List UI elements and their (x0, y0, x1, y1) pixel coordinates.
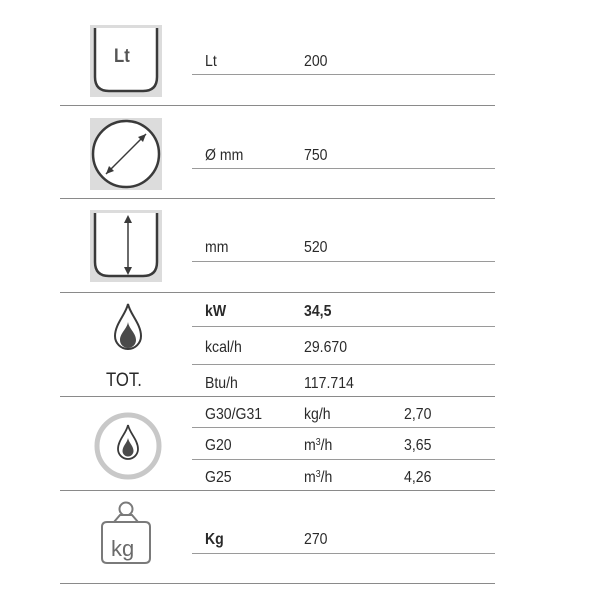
gas-underline (192, 459, 495, 460)
gas-unit: kg/h (304, 406, 331, 423)
power-underline (192, 326, 495, 327)
gas-value: 3,65 (404, 437, 432, 454)
weight-value: 270 (304, 531, 328, 548)
gas-unit: $m^3/h$ (304, 437, 333, 454)
depth-underline (192, 261, 495, 262)
diameter-icon (90, 118, 162, 190)
row-divider (60, 583, 495, 584)
flame-icon (112, 302, 144, 354)
power-btu-value: 117.714 (304, 375, 354, 392)
gas-type: G20 (205, 437, 232, 454)
diameter-value: 750 (304, 147, 328, 164)
gas-unit: $m^3/h$ (304, 469, 333, 486)
power-kw-value: 34,5 (304, 303, 332, 320)
depth-value: 520 (304, 239, 328, 256)
capacity-value: 200 (304, 53, 328, 70)
weight-label: Kg (205, 531, 224, 548)
capacity-icon-label: Lt (114, 46, 130, 67)
row-divider (60, 105, 495, 106)
power-kw-label: kW (205, 303, 227, 320)
gas-value: 4,26 (404, 469, 432, 486)
diameter-underline (192, 168, 495, 169)
weight-icon-label: kg (111, 536, 135, 561)
depth-label: mm (205, 239, 229, 256)
gas-burner-icon (93, 411, 163, 481)
capacity-label: Lt (205, 53, 217, 70)
power-kcal-label: kcal/h (205, 339, 242, 356)
power-underline (192, 364, 495, 365)
power-kcal-value: 29.670 (304, 339, 348, 356)
gas-type: G30/G31 (205, 406, 263, 423)
row-divider (60, 490, 495, 491)
power-btu-label: Btu/h (205, 375, 238, 392)
row-divider (60, 292, 495, 293)
total-label: TOT. (106, 370, 142, 391)
row-divider (60, 198, 495, 199)
weight-underline (192, 553, 495, 554)
capacity-underline (192, 74, 495, 75)
gas-value: 2,70 (404, 406, 432, 423)
depth-icon (90, 210, 162, 282)
gas-underline (192, 427, 495, 428)
gas-type: G25 (205, 469, 232, 486)
diameter-label: Ø mm (205, 147, 244, 164)
row-divider (60, 396, 495, 397)
